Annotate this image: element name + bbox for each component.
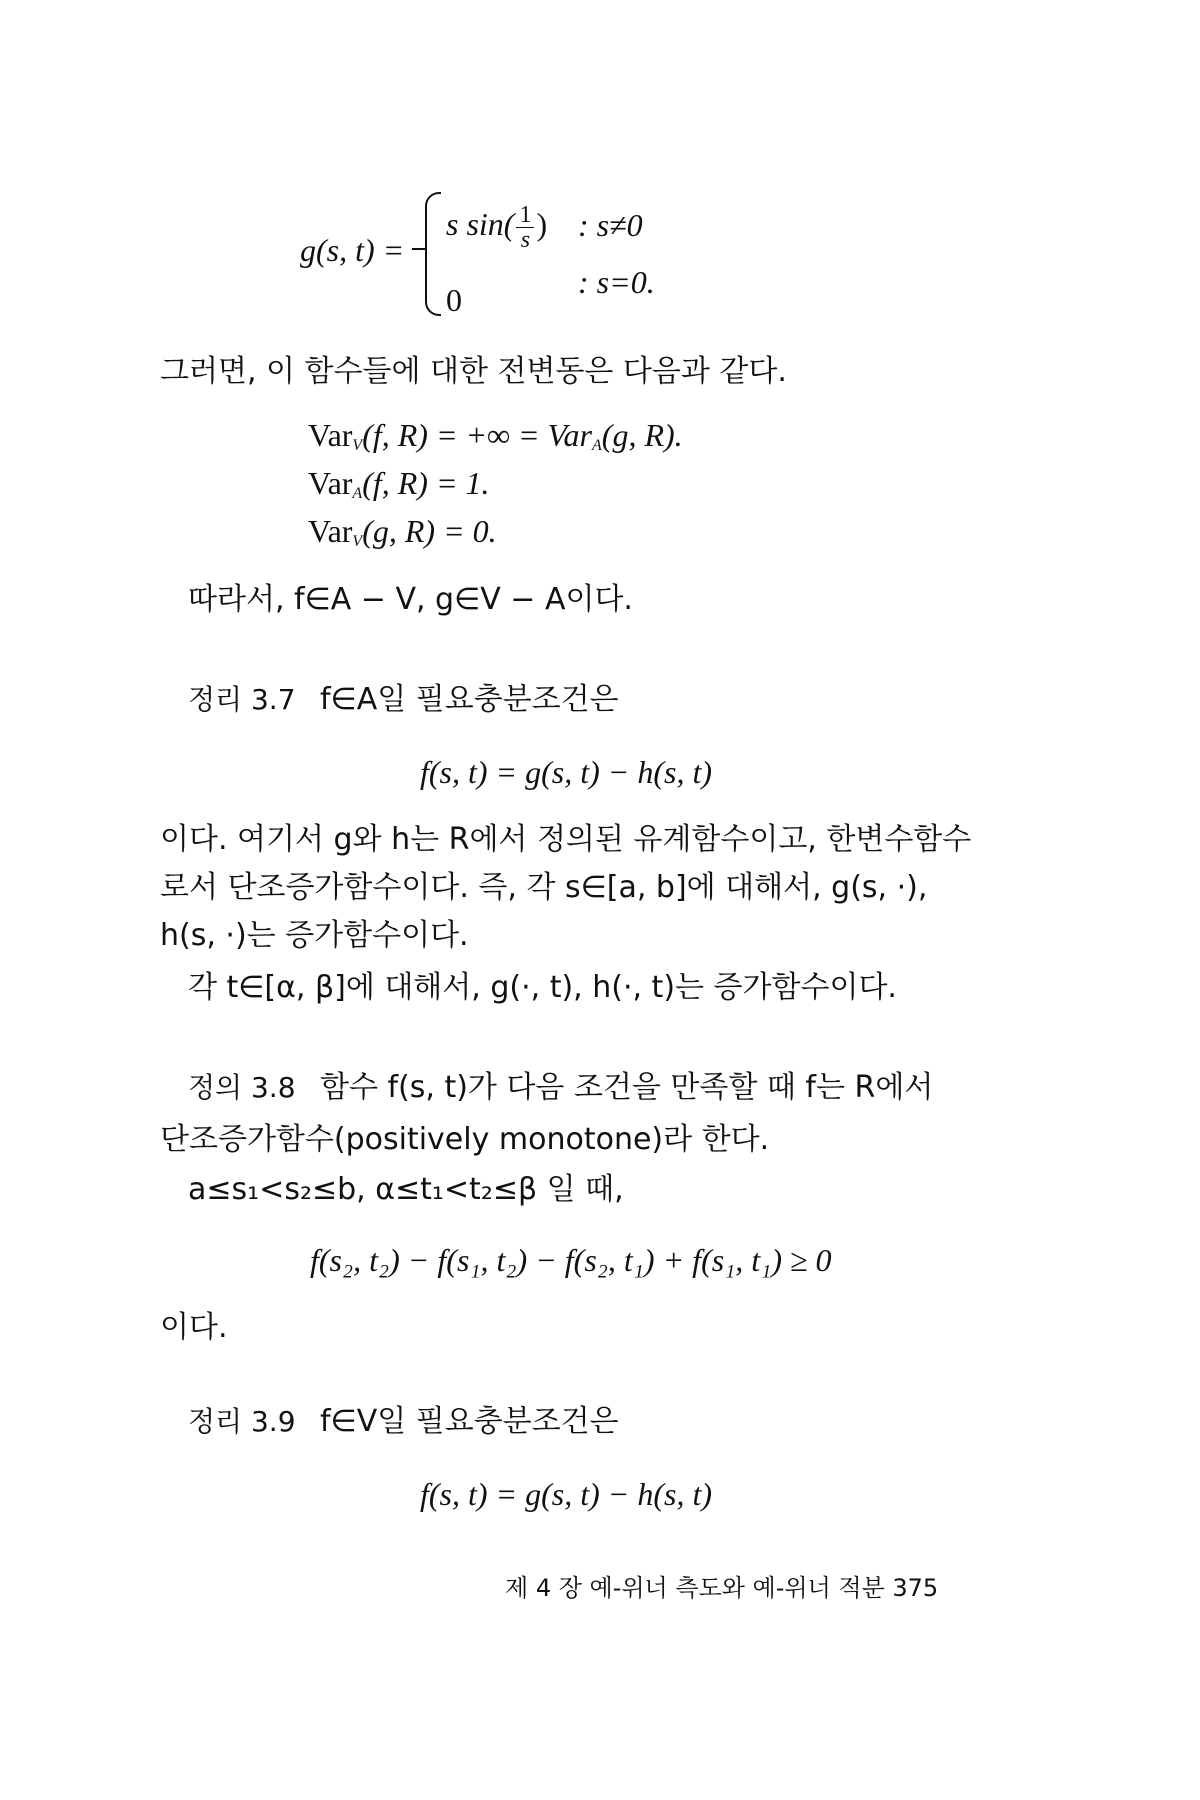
equation-2: f(s₂, t₂) − f(s₁, t₂) − f(s₂, t₁) + f(s₁, t₁) ≥ 0 bbox=[310, 1242, 832, 1278]
definition-3-8-line-1: 함수 f(s, t)가 다음 조건을 만족할 때 f는 R에서 bbox=[320, 1070, 934, 1105]
case1-expr-post: ) bbox=[536, 205, 548, 242]
variation-eq-3 bbox=[308, 511, 497, 562]
definition-3-8-line-3: a≤s₁<s₂≤b, α≤t₁<t₂≤β 일 때, bbox=[188, 1172, 624, 1207]
var-symbol: Var bbox=[308, 417, 353, 453]
variation-eq-1 bbox=[308, 415, 683, 466]
equation-1: f(s, t) = g(s, t) − h(s, t) bbox=[420, 754, 713, 790]
variation-eq-2 bbox=[308, 463, 490, 514]
theorem-3-7-label: 정리 3.7 bbox=[188, 683, 296, 716]
var-args: (g, R) = 0. bbox=[362, 513, 497, 549]
paragraph-2: 따라서, f∈A − V, g∈V − A이다. bbox=[188, 582, 633, 617]
case2-expr: 0 bbox=[446, 282, 462, 318]
paragraph-3-line-3: h(s, ·)는 증가함수이다. bbox=[160, 918, 469, 953]
case1-condition: : s≠0 bbox=[578, 207, 643, 243]
theorem-3-7-text: f∈A일 필요충분조건은 bbox=[320, 682, 619, 717]
case1-fraction bbox=[516, 203, 534, 252]
equation-3: f(s, t) = g(s, t) − h(s, t) bbox=[420, 1476, 713, 1512]
theorem-3-9-label: 정리 3.9 bbox=[188, 1405, 296, 1438]
var-args: (f, R) = +∞ = Var bbox=[362, 417, 592, 453]
definition-3-8-line-2: 단조증가함수(positively monotone)라 한다. bbox=[160, 1122, 770, 1157]
var-subscript: V bbox=[352, 533, 363, 550]
piecewise-case1 bbox=[446, 203, 547, 252]
case2-condition: : s=0. bbox=[578, 264, 655, 300]
definition-3-8-label: 정의 3.8 bbox=[188, 1071, 296, 1104]
paragraph-3-line-1: 이다. 여기서 g와 h는 R에서 정의된 유계함수이고, 한변수함수 bbox=[160, 822, 972, 857]
var-symbol: Var bbox=[308, 513, 353, 549]
paragraph-3-line-2: 로서 단조증가함수이다. 즉, 각 s∈[a, b]에 대해서, g(s, ·), bbox=[160, 870, 928, 905]
fraction-denominator: s bbox=[520, 227, 531, 253]
brace-tip bbox=[412, 248, 426, 250]
page-footer: 제 4 장 예-위너 측도와 예-위너 적분 375 bbox=[505, 1574, 939, 1602]
paragraph-4: 이다. bbox=[160, 1310, 228, 1345]
left-brace bbox=[425, 192, 441, 316]
var-args-2: (g, R). bbox=[601, 417, 683, 453]
paragraph-3-line-4: 각 t∈[α, β]에 대해서, g(·, t), h(·, t)는 증가함수이다. bbox=[188, 970, 897, 1005]
piecewise-lhs: g(s, t) = bbox=[300, 232, 405, 268]
var-symbol: Var bbox=[308, 465, 353, 501]
fraction-numerator: 1 bbox=[516, 203, 534, 228]
var-subscript: V bbox=[352, 437, 363, 454]
var-args: (f, R) = 1. bbox=[362, 465, 490, 501]
case1-expr-pre: s sin( bbox=[446, 205, 515, 242]
paragraph-1: 그러면, 이 함수들에 대한 전변동은 다음과 같다. bbox=[160, 354, 787, 389]
var-subscript-2: A bbox=[592, 437, 602, 454]
theorem-3-9-text: f∈V일 필요충분조건은 bbox=[320, 1404, 619, 1439]
var-subscript: A bbox=[352, 485, 363, 502]
